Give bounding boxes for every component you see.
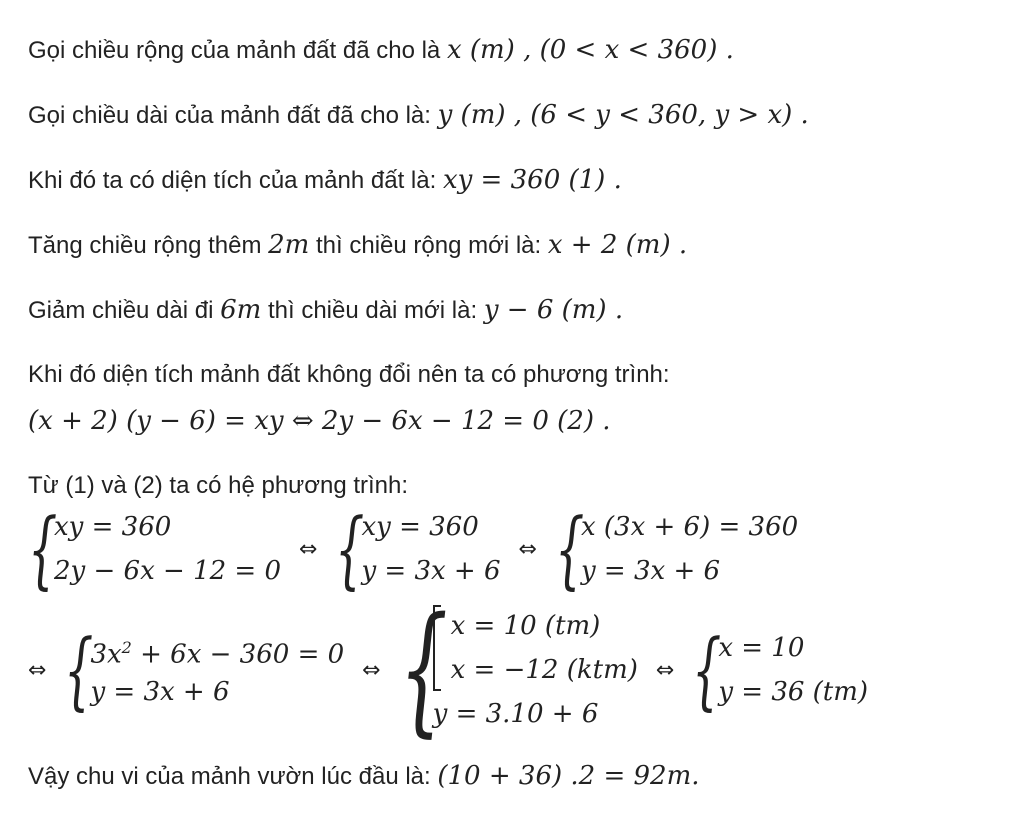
line-math: x (m) , (0 < x < 360) .	[446, 35, 734, 65]
line-length-def	[28, 99, 809, 132]
line-text: Khi đó ta có diện tích của mảnh đất là:	[28, 167, 443, 194]
brace-icon: {	[335, 500, 365, 598]
bracket-rows	[451, 604, 638, 692]
system-rows	[54, 505, 281, 593]
eq-row: xy = 360	[54, 512, 172, 542]
line-math: x + 2 (m) .	[547, 230, 688, 260]
brace-icon: {	[28, 500, 58, 598]
line-new-width	[28, 229, 687, 262]
brace-icon: {	[64, 621, 94, 719]
brace-icon: {	[692, 621, 722, 719]
line-text: Khi đó diện tích mảnh đất không đổi nên ta có phương trình:	[28, 361, 670, 388]
eq-row	[90, 626, 344, 670]
eq-row: x (3x + 6) = 360	[580, 512, 799, 542]
line-text: Gọi chiều rộng của mảnh đất đã cho là	[28, 37, 447, 64]
eq-row: x = 10	[718, 633, 805, 663]
system-rows	[581, 505, 798, 593]
iff-symbol: ⇔	[362, 657, 381, 683]
line-text: Từ (1) và (2) ta có hệ phương trình:	[28, 472, 409, 499]
iff-symbol: ⇔	[655, 657, 675, 683]
line-math: (x + 2) (y − 6) = xy ⇔ 2y − 6x − 12 = 0 (2) .	[28, 406, 611, 436]
line-text: Gọi chiều dài của mảnh đất đã cho là:	[28, 102, 438, 129]
iff-symbol: ⇔	[518, 536, 537, 562]
system-rows	[361, 505, 500, 593]
system-2	[28, 588, 869, 751]
eq-row: xy = 360	[361, 512, 479, 542]
line-math: y − 6 (m) .	[483, 295, 624, 325]
line-text: Giảm chiều dài đi	[28, 297, 221, 324]
eq-row: y = 3x + 6	[580, 556, 721, 586]
eq-part: + 6x − 360 = 0	[131, 639, 345, 670]
line-new-length	[28, 294, 623, 327]
system-1	[28, 500, 799, 598]
line-text-2: thì chiều rộng mới là:	[309, 232, 548, 259]
system-rows	[718, 626, 868, 714]
line-math: (10 + 36) .2 = 92m.	[437, 761, 700, 791]
line-area	[28, 164, 622, 197]
brace-icon: {	[398, 588, 448, 751]
line-width-def	[28, 34, 734, 67]
eq-row: y = 3x + 6	[90, 677, 230, 707]
eq-row: x = −12 (ktm)	[450, 655, 638, 685]
line-text: Vậy chu vi của mảnh vườn lúc đầu là:	[28, 763, 438, 790]
eq-row: y = 36 (tm)	[718, 677, 869, 707]
exponent: 2	[121, 638, 132, 657]
line-math: xy = 360 (1) .	[442, 165, 622, 195]
line-text: Tăng chiều rộng thêm	[28, 232, 269, 259]
nested-system	[433, 604, 638, 736]
line-math-inline: 6m	[220, 295, 262, 325]
line-text-2: thì chiều dài mới là:	[261, 297, 484, 324]
line-math-inline: 2m	[268, 230, 310, 260]
bracket-group	[433, 604, 638, 692]
brace-icon: {	[554, 500, 585, 598]
eq-row: 2y − 6x − 12 = 0	[54, 556, 282, 586]
iff-symbol: ⇔	[299, 536, 318, 562]
line-equation-2	[28, 405, 611, 438]
line-conclusion	[28, 760, 700, 793]
iff-symbol: ⇔	[28, 657, 47, 683]
eq-part: 3x	[90, 639, 122, 670]
eq-row: x = 10 (tm)	[450, 611, 601, 641]
line-system-intro	[28, 470, 408, 502]
system-rows	[90, 626, 344, 714]
eq-row: y = 3x + 6	[361, 556, 501, 586]
line-equation-intro	[28, 359, 670, 391]
eq-row: y = 3.10 + 6	[432, 699, 599, 729]
line-math: y (m) , (6 < y < 360, y > x) .	[437, 100, 809, 130]
